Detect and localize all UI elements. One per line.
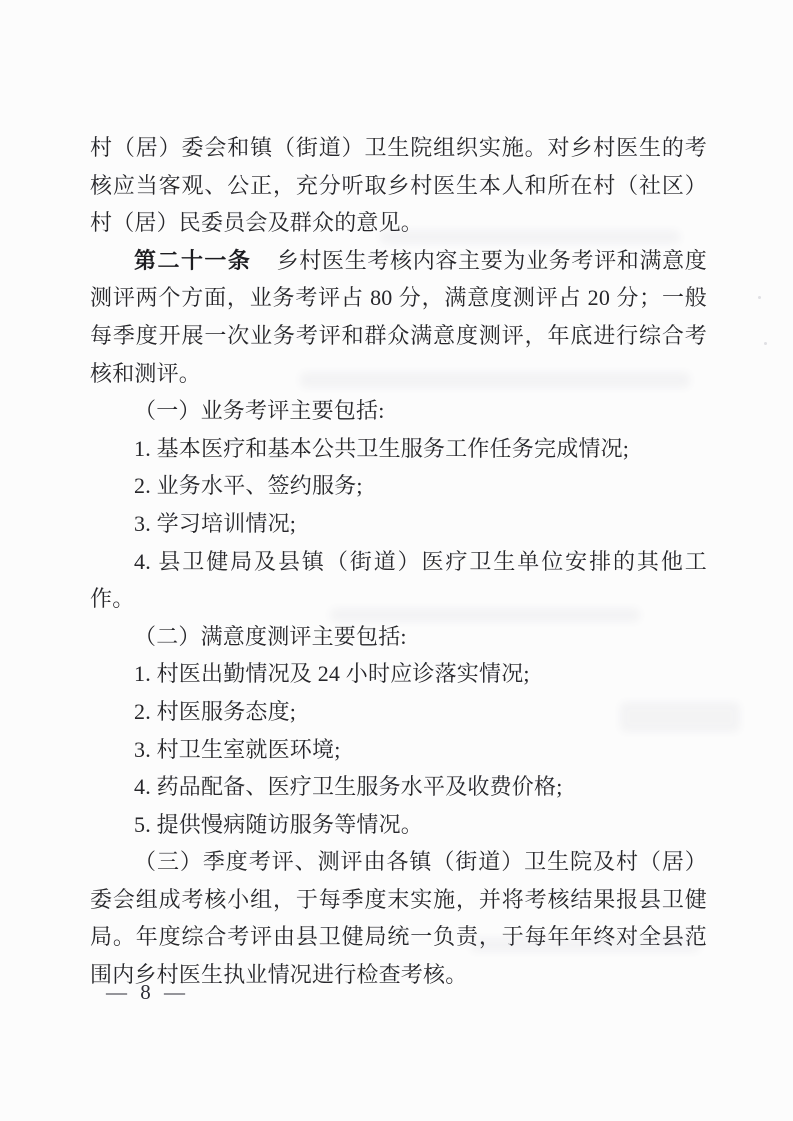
list-2-item-4: 4. 药品配备、医疗卫生服务水平及收费价格; (134, 774, 563, 800)
paragraph-continuation: 村（居）委会和镇（街道）卫生院组织实施。对乡村医生的考核应当客观、公正，充分听取乡村医生本人和所在村（社区）村（居）民委员会及群众的意见。 (90, 135, 707, 236)
list-1-item-2: 2. 业务水平、签约服务; (134, 473, 363, 499)
list-2-item-5: 5. 提供慢病随访服务等情况。 (134, 811, 424, 837)
list-heading-2: （二）满意度测评主要包括: (134, 623, 407, 649)
page-number: — 8 — (106, 980, 189, 1004)
document-body (90, 129, 707, 994)
list-1-item-3: 3. 学习培训情况; (134, 510, 297, 536)
article-21-paragraph (90, 242, 707, 392)
article-21-text: 乡村医生考核内容主要为业务考评和满意度测评两个方面，业务考评占 80 分，满意度测评占 20 分；一般每季度开展一次业务考评和群众满意度测评，年底进行综合考核和测评。 (90, 247, 707, 386)
list-2-item-2: 2. 村医服务态度; (134, 698, 297, 724)
paragraph-item-3: （三）季度考评、测评由各镇（街道）卫生院及村（居）委会组成考核小组，于每季度末实施，并将考核结果报县卫健局。年度综合考评由县卫健局统一负责，于每年年终对全县范围内乡村医生执业情况进行检查考核。 (90, 849, 707, 988)
list-1-item-4: 4. 县卫健局及县镇（街道）医疗卫生单位安排的其他工作。 (90, 548, 707, 612)
list-2-item-3: 3. 村卫生室就医环境; (134, 736, 341, 762)
scan-speck (764, 342, 767, 345)
list-1-item-1: 1. 基本医疗和基本公共卫生服务工作任务完成情况; (134, 435, 630, 461)
list-2-item-1: 1. 村医出勤情况及 24 小时应诊落实情况; (134, 661, 530, 687)
list-heading-1: （一）业务考评主要包括: (134, 398, 385, 424)
article-number-label: 第二十一条 (134, 247, 252, 273)
scan-speck (758, 296, 761, 299)
